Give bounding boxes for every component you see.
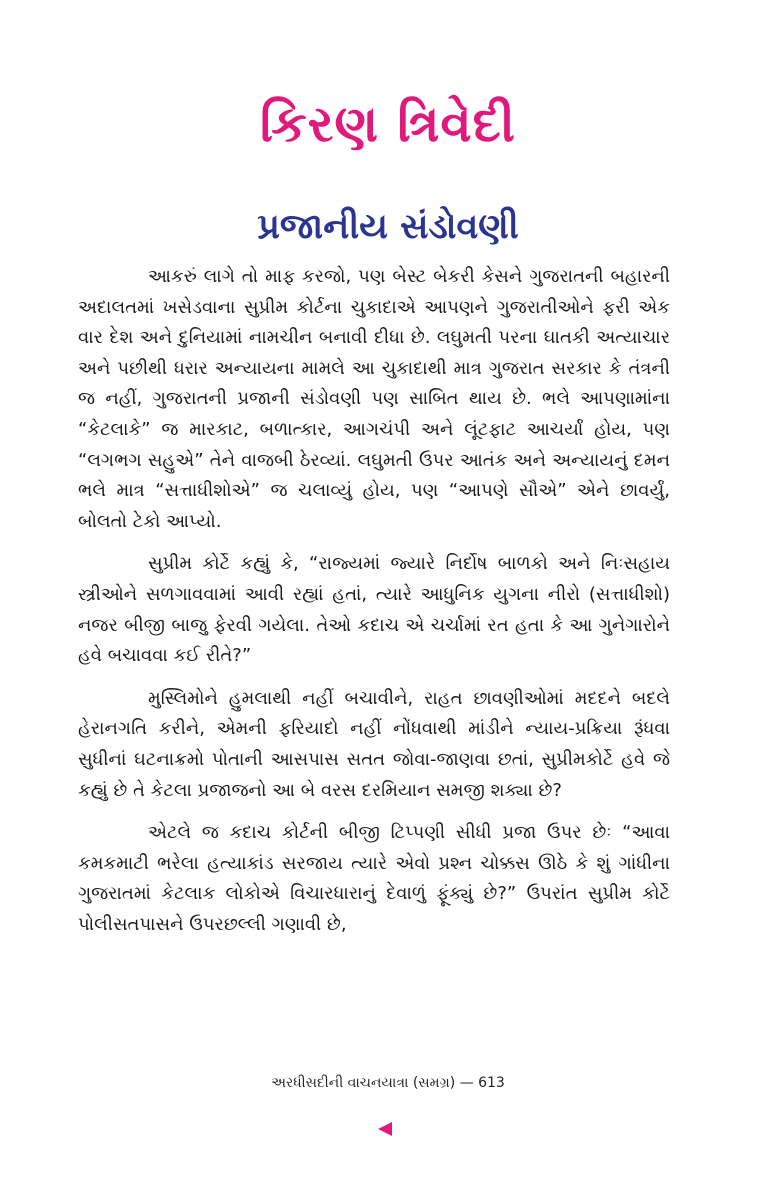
paragraph-4: એટલે જ કદાચ કોર્ટની બીજી ટિપ્પણી સીધી પ્રજા ઉપર છેઃ “આવા કમકમાટી ભરેલા હત્યાકાંડ સરજાય ત્યારે એવો પ્રશ્ન ચોક્કસ ઊઠે કે શું ગાંધીના ગુજરાતમાં કેટલાક લોકોએ વિચારધારાનું દેવાળું ફૂંક્યું છે?” ઉપરાંત સુપ્રીમ કોર્ટે પોલીસતપાસને ઉપરછલ્લી ગણાવી છે,	[78, 822, 670, 935]
paragraph-1: આકરું લાગે તો માફ કરજો, પણ બેસ્ટ બેકરી કેસને ગુજરાતની બહારની અદાલતમાં ખસેડવાના સુપ્રીમ કોર્ટના ચુકાદાએ આપણને ગુજરાતીઓને ફરી એક વાર દેશ અને દુનિયામાં નામચીન બનાવી દીધા છે. લઘુમતી પરના ઘાતકી અત્યાચાર અને પછીથી ધરાર અન્યાયના મામલે આ ચુકાદાથી માત્ર ગુજરાત સરકાર કે તંત્રની જ નહીં, ગુજરાતની પ્રજાની સંડોવણી પણ સાબિત થાય છે. ભલે આપણામાંના “કેટલાકે” જ મારકાટ, બળાત્કાર, આગચંપી અને લૂંટફાટ આચર્યાં હોય, પણ “લગભગ સહુએ” તેને વાજબી ઠેરવ્યાં. લઘુમતી ઉપર આતંક અને અન્યાયનું દમન ભલે માત્ર “સત્તાધીશોએ” જ ચલાવ્યું હોય, પણ “આપણે સૌએ” એને છાવર્યું, બોલતો ટેકો આપ્યો.	[78, 266, 670, 532]
article-title: પ્રજાનીય સંડોવણી	[257, 207, 519, 247]
paragraph-3: મુસ્લિમોને હુમલાથી નહીં બચાવીને, રાહત છાવણીઓમાં મદદને બદલે હેરાનગતિ કરીને, એમની ફરિયાદો નહીં નોંધવાથી માંડીને ન્યાય-પ્રક્રિયા રૂંધવા સુધીનાં ઘટનાક્રમો પોતાની આસપાસ સતત જોવા-જાણવા છતાં, સુપ્રીમકોર્ટે હવે જે કહ્યું છે તે કેટલા પ્રજાજનો આ બે વરસ દરમિયાન સમજી શક્યા છે?	[78, 687, 670, 801]
author-name: કિરણ ત્રિવેદી	[260, 95, 516, 153]
page-footer: અરધીસદીની વાચનયાત્રા (સમગ્ર) — 613	[271, 1075, 505, 1091]
paragraph-2: સુપ્રીમ કોર્ટે કહ્યું કે, “રાજ્યમાં જ્યારે નિર્દોષ બાળકો અને નિઃસહાય સ્ત્રીઓને સળગાવવામાં આવી રહ્યાં હતાં, ત્યારે આધુનિક યુગના નીરો (સત્તાધીશો) નજર બીજી બાજુ ફેરવી ગયેલા. તેઓ કદાચ એ ચર્ચામાં રત હતા કે આ ગુનેગારોને હવે બચાવવા કઈ રીતે?”	[78, 553, 670, 667]
left-triangle-arrow-icon[interactable]	[378, 1122, 392, 1136]
article-body	[78, 262, 670, 952]
